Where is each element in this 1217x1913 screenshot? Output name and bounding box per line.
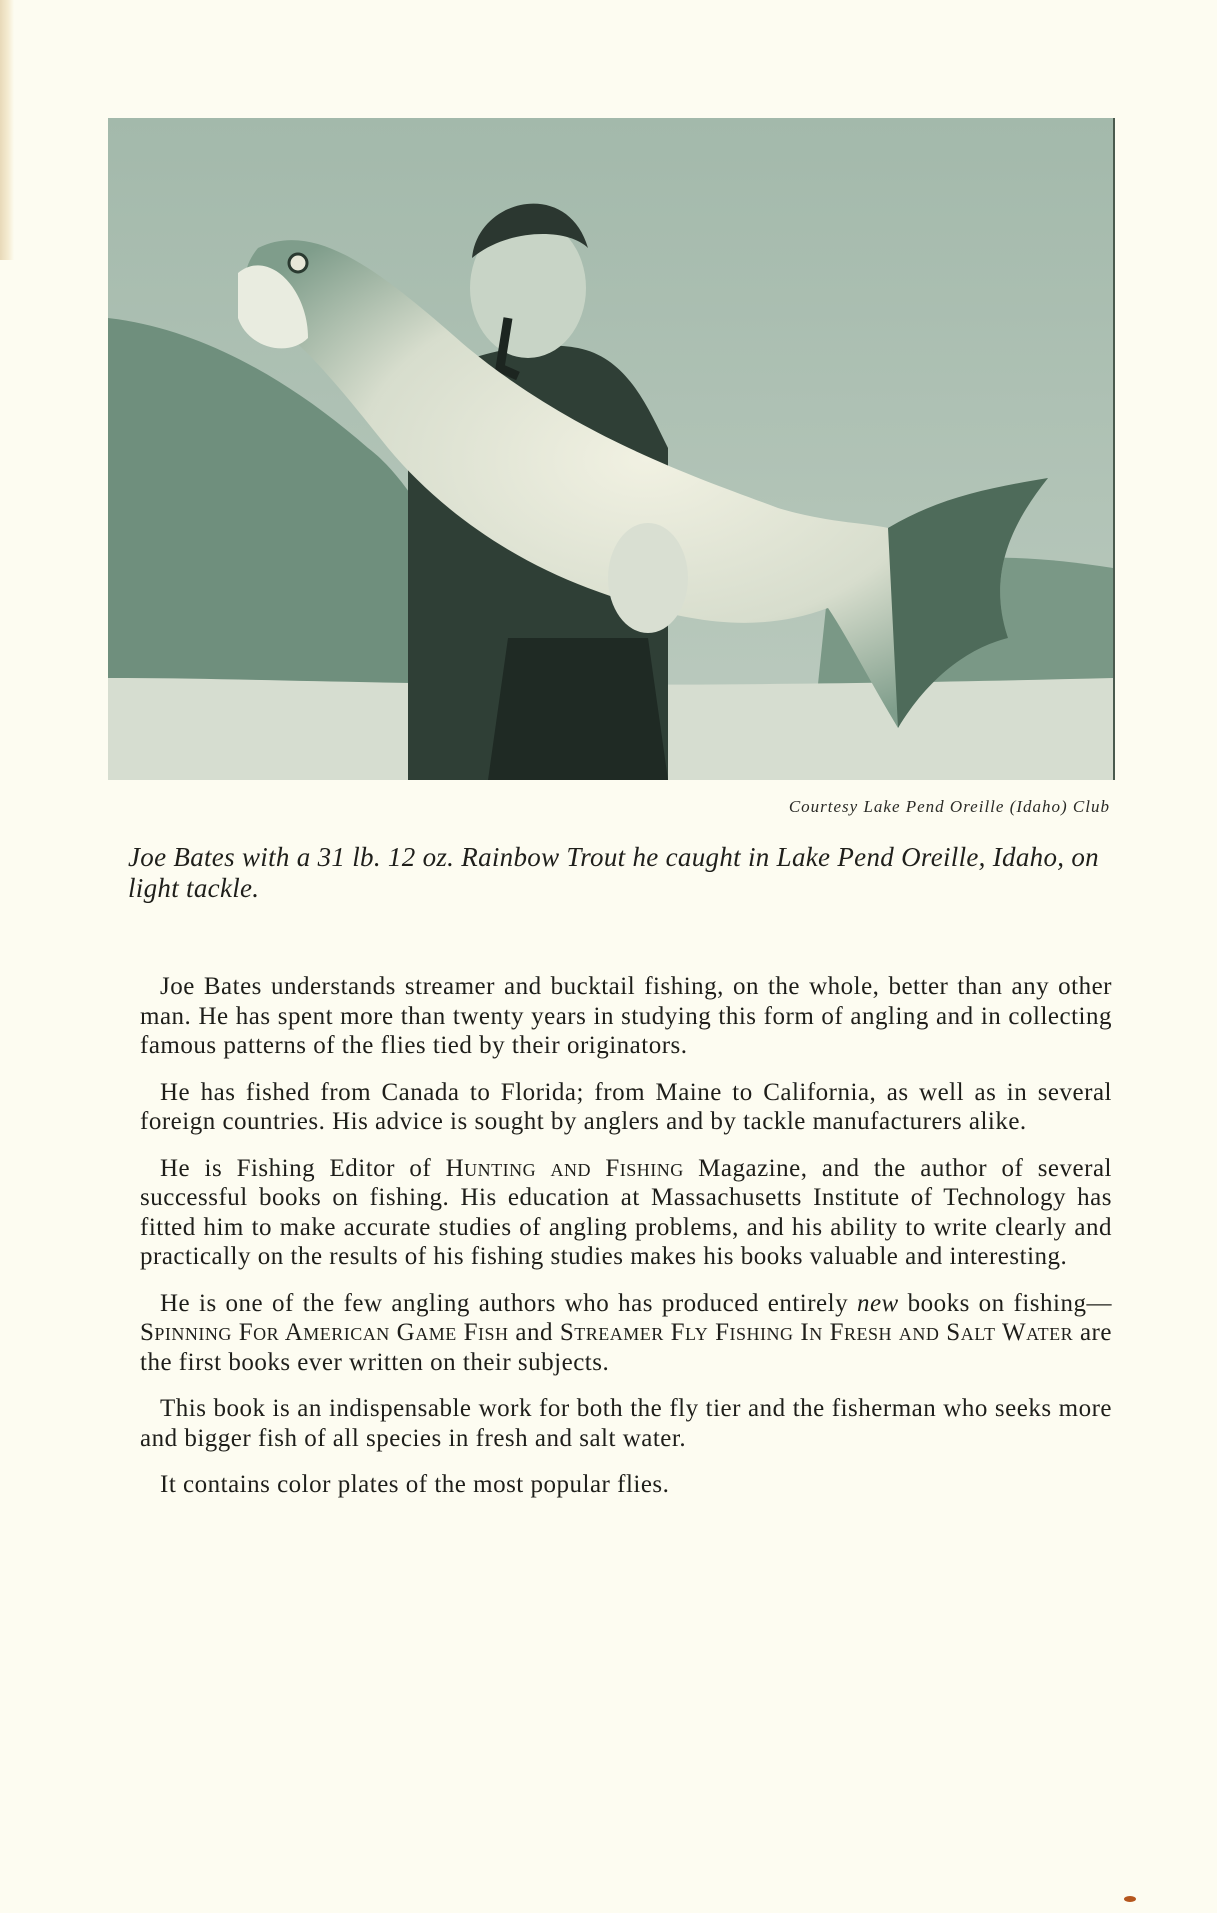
text-segment: He is Fishing Editor of bbox=[160, 1154, 446, 1182]
text-segment: are the first books ever written on their subjects. bbox=[140, 1319, 1112, 1376]
photo-credit: Courtesy Lake Pend Oreille (Idaho) Club bbox=[788, 797, 1110, 816]
text-segment: books on fishing— bbox=[898, 1289, 1112, 1317]
text-segment: and bbox=[508, 1319, 560, 1346]
paragraph-color-plates: It contains color plates of the most popular flies. bbox=[160, 1471, 670, 1498]
book-description bbox=[140, 972, 1112, 1517]
paper-stain bbox=[1124, 1896, 1136, 1902]
photo-caption: Joe Bates with a 31 lb. 12 oz. Rainbow Trout he caught in Lake Pend Oreille, Idaho, on light tackle. bbox=[128, 842, 1099, 903]
book-title-spinning: Spinning For American Game Fish bbox=[140, 1319, 509, 1346]
paragraph-travels: He has fished from Canada to Florida; from Maine to California, as well as in several foreign countries. His advice is sought by anglers and by tackle manufacturers alike. bbox=[140, 1078, 1112, 1135]
paragraph-credentials bbox=[140, 1154, 1112, 1272]
paragraph-audience: This book is an indispensable work for both the fly tier and the fisherman who seeks more and bigger fish of all species in fresh and salt water. bbox=[140, 1395, 1112, 1452]
photo-illustration bbox=[108, 118, 1113, 780]
paragraph-other-books bbox=[140, 1289, 1112, 1378]
paragraph-expertise: Joe Bates understands streamer and bucktail fishing, on the whole, better than any other man. He has spent more than twenty years in studying this form of angling and in collecting famous patterns of the flies tied by their originators. bbox=[140, 973, 1112, 1059]
book-title-streamer: Streamer Fly Fishing In Fresh and Salt Water bbox=[559, 1319, 1074, 1346]
magazine-title: Hunting and Fishing bbox=[445, 1154, 684, 1182]
page-edge-wear bbox=[0, 0, 14, 260]
photo-fisherman-with-trout bbox=[108, 118, 1115, 780]
text-segment: He is one of the few angling authors who has produced entirely bbox=[160, 1289, 857, 1317]
text-segment: Magazine, and the author of several successful books on fishing. His education at Massachusetts Institute of Technology has fitted him to make accurate studies of angling problems, and his ability to write clearly and practically on the results of his fishing studies makes his books valuable and interesting. bbox=[140, 1154, 1112, 1270]
emphasis-new: new bbox=[856, 1289, 899, 1317]
